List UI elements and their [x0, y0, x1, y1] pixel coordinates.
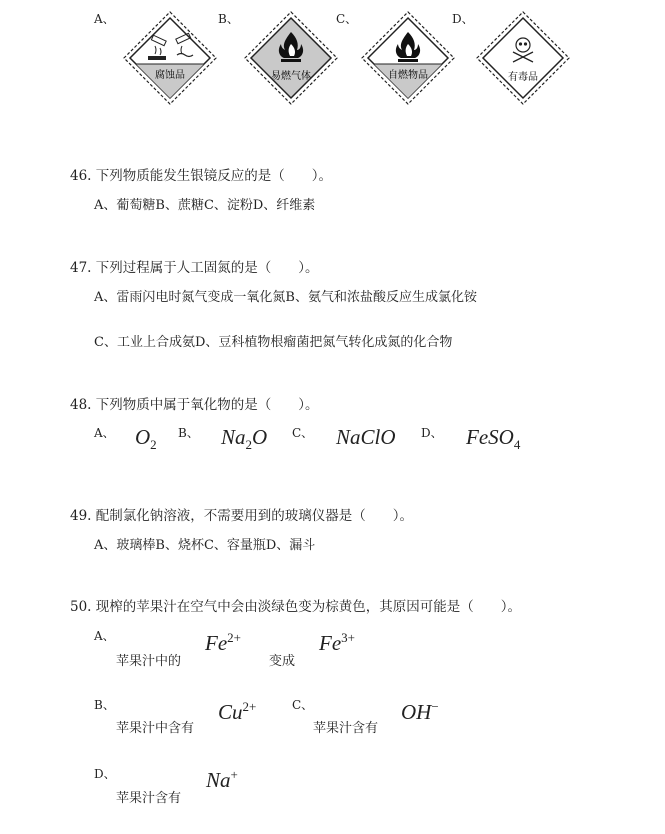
formula-o2: $O_2$ [135, 425, 157, 453]
question-48-stem: 48. 下列物质中属于氧化物的是（ ）。 [70, 397, 319, 413]
question-50-option-d-text: 苹果汁含有 [116, 791, 182, 806]
question-48-option-c-label: C、 [292, 426, 314, 440]
question-47-options-line1: A、雷雨闪电时氮气变成一氧化氮B、氨气和浓盐酸反应生成氯化铵 [94, 290, 477, 305]
ion-cu2plus: $Cu^{2+}$ [218, 699, 257, 724]
ion-fe2plus: $Fe^{2+}$ [205, 630, 241, 655]
question-50-option-c-label: C、 [292, 698, 314, 712]
question-47-stem: 47. 下列过程属于人工固氮的是（ ）。 [70, 260, 319, 276]
question-47-options-line2: C、工业上合成氨D、豆科植物根瘤菌把氮气转化成氮的化合物 [94, 335, 453, 350]
option-b-letter: B、 [218, 12, 239, 26]
question-50-stem: 50. 现榨的苹果汁在空气中会由淡绿色变为棕黄色，其原因可能是（ ）。 [70, 599, 522, 615]
question-46-stem: 46. 下列物质能发生银镜反应的是（ ）。 [70, 168, 333, 184]
corrosive-icon [122, 10, 218, 106]
formula-naclo: NaClO [336, 425, 396, 449]
question-50-option-a-label: A、 [94, 629, 115, 643]
toxic-hazard-sign [475, 10, 571, 106]
skull-crossbones-icon [475, 10, 571, 106]
spontaneous-combustion-hazard-sign [360, 10, 456, 106]
corrosive-hazard-sign [122, 10, 218, 106]
question-49-options: A、玻璃棒B、烧杯C、容量瓶D、漏斗 [94, 538, 316, 553]
sign-a-caption: 腐蚀品 [155, 70, 185, 81]
option-c-letter: C、 [336, 12, 358, 26]
option-d-letter: D、 [452, 12, 474, 26]
sign-d-caption: 有毒品 [508, 72, 538, 83]
formula-na2o: $Na_2O$ [221, 425, 268, 453]
ion-naplus: Na+ [206, 767, 238, 792]
question-50-option-d-label: D、 [94, 767, 116, 781]
question-50-option-c-text: 苹果汁含有 [313, 721, 379, 736]
flammable-gas-hazard-sign [243, 10, 339, 106]
question-49-stem: 49. 配制氯化钠溶液，不需要用到的玻璃仪器是（ ）。 [70, 508, 414, 524]
formula-feso4: FeSO$_4$ [466, 425, 521, 453]
option-a-letter: A、 [94, 12, 115, 26]
question-50-option-a-text1: 苹果汁中的 [116, 654, 182, 669]
sign-b-caption: 易燃气体 [271, 71, 311, 82]
question-46-options: A、葡萄糖B、蔗糖C、淀粉D、纤维素 [94, 198, 316, 213]
question-50-option-a-text2: 变成 [269, 654, 296, 669]
flame-icon [360, 10, 456, 106]
flame-icon [243, 10, 339, 106]
ion-ohminus: OH− [401, 699, 439, 724]
ion-fe3plus: $Fe^{3+}$ [319, 630, 355, 655]
question-50-option-b-label: B、 [94, 698, 115, 712]
question-48-option-d-label: D、 [421, 426, 443, 440]
sign-c-caption: 自燃物品 [388, 70, 428, 81]
question-48-option-b-label: B、 [178, 426, 199, 440]
question-50-option-b-text: 苹果汁中含有 [116, 721, 195, 736]
question-48-option-a-label: A、 [94, 426, 115, 440]
